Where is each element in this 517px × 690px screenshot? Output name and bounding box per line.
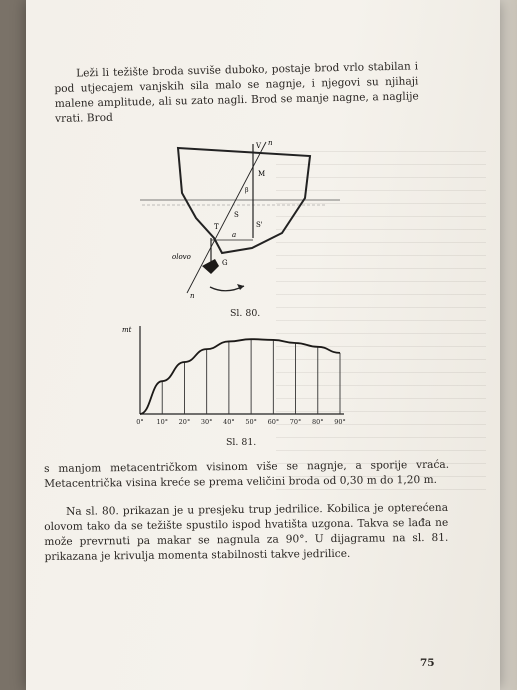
x-tick-label: 10° <box>156 418 168 426</box>
label-v: V <box>256 142 262 150</box>
x-tick-label: 70° <box>289 418 302 426</box>
x-tick-label: 60° <box>267 418 280 426</box>
page-number: 75 <box>420 657 435 669</box>
paragraph-mid: s manjom metacentričkom visinom više se nagnje, a sporije vraća. Metacentrička visina kreće se prema veličini broda od 0,30 m do 1,20 m. <box>44 458 450 490</box>
label-s: S <box>234 211 239 219</box>
figure-81-chart <box>118 322 358 442</box>
label-a: a <box>232 231 237 239</box>
label-n-top: n <box>268 139 273 147</box>
label-g: G <box>222 259 228 267</box>
x-tick-label: 0° <box>136 418 144 426</box>
y-axis-label: mt <box>122 326 132 334</box>
label-m: M <box>258 170 266 178</box>
label-t: T <box>214 223 219 231</box>
axis-n-line <box>187 142 266 293</box>
label-s-prime: S' <box>256 221 263 229</box>
x-tick-label: 30° <box>200 418 213 426</box>
x-tick-label: 20° <box>178 418 191 426</box>
label-beta: β <box>245 187 249 194</box>
figure-80-caption: Sl. 80. <box>230 308 261 319</box>
label-olovo: olovo <box>172 253 191 261</box>
x-tick-label: 80° <box>312 418 324 426</box>
label-n-bottom: n <box>190 292 195 300</box>
figure-80-hull-diagram <box>140 138 340 313</box>
paragraph-bottom: Na sl. 80. prikazan je u presjeku trup jedrilice. Kobilica je opterećena olovom tako da se težište spustilo ispod hvatišta uzgona. Takva se lađa ne može prevrnuti pa makar se nagnula za 90°. U dijagramu na sl. 81. prikazana je krivulja momenta stabilnosti takve jedrilice. <box>44 501 449 563</box>
paragraph-top: Leži li težište broda suviše duboko, postaje brod vrlo stabilan i pod utjecajem vanjskih sila malo se nagnje, i njegovi su njihaji malene amplitude, ali su zato nagli. Brod se manje nagne, a naglije vrati. Brod <box>54 60 419 125</box>
x-tick-label: 40° <box>223 418 235 426</box>
stability-curve <box>140 339 340 414</box>
x-tick-label: 50° <box>245 418 257 426</box>
hull-outline <box>178 148 310 253</box>
figure-81-caption: Sl. 81. <box>226 437 257 448</box>
x-tick-label: 90° <box>334 418 346 426</box>
